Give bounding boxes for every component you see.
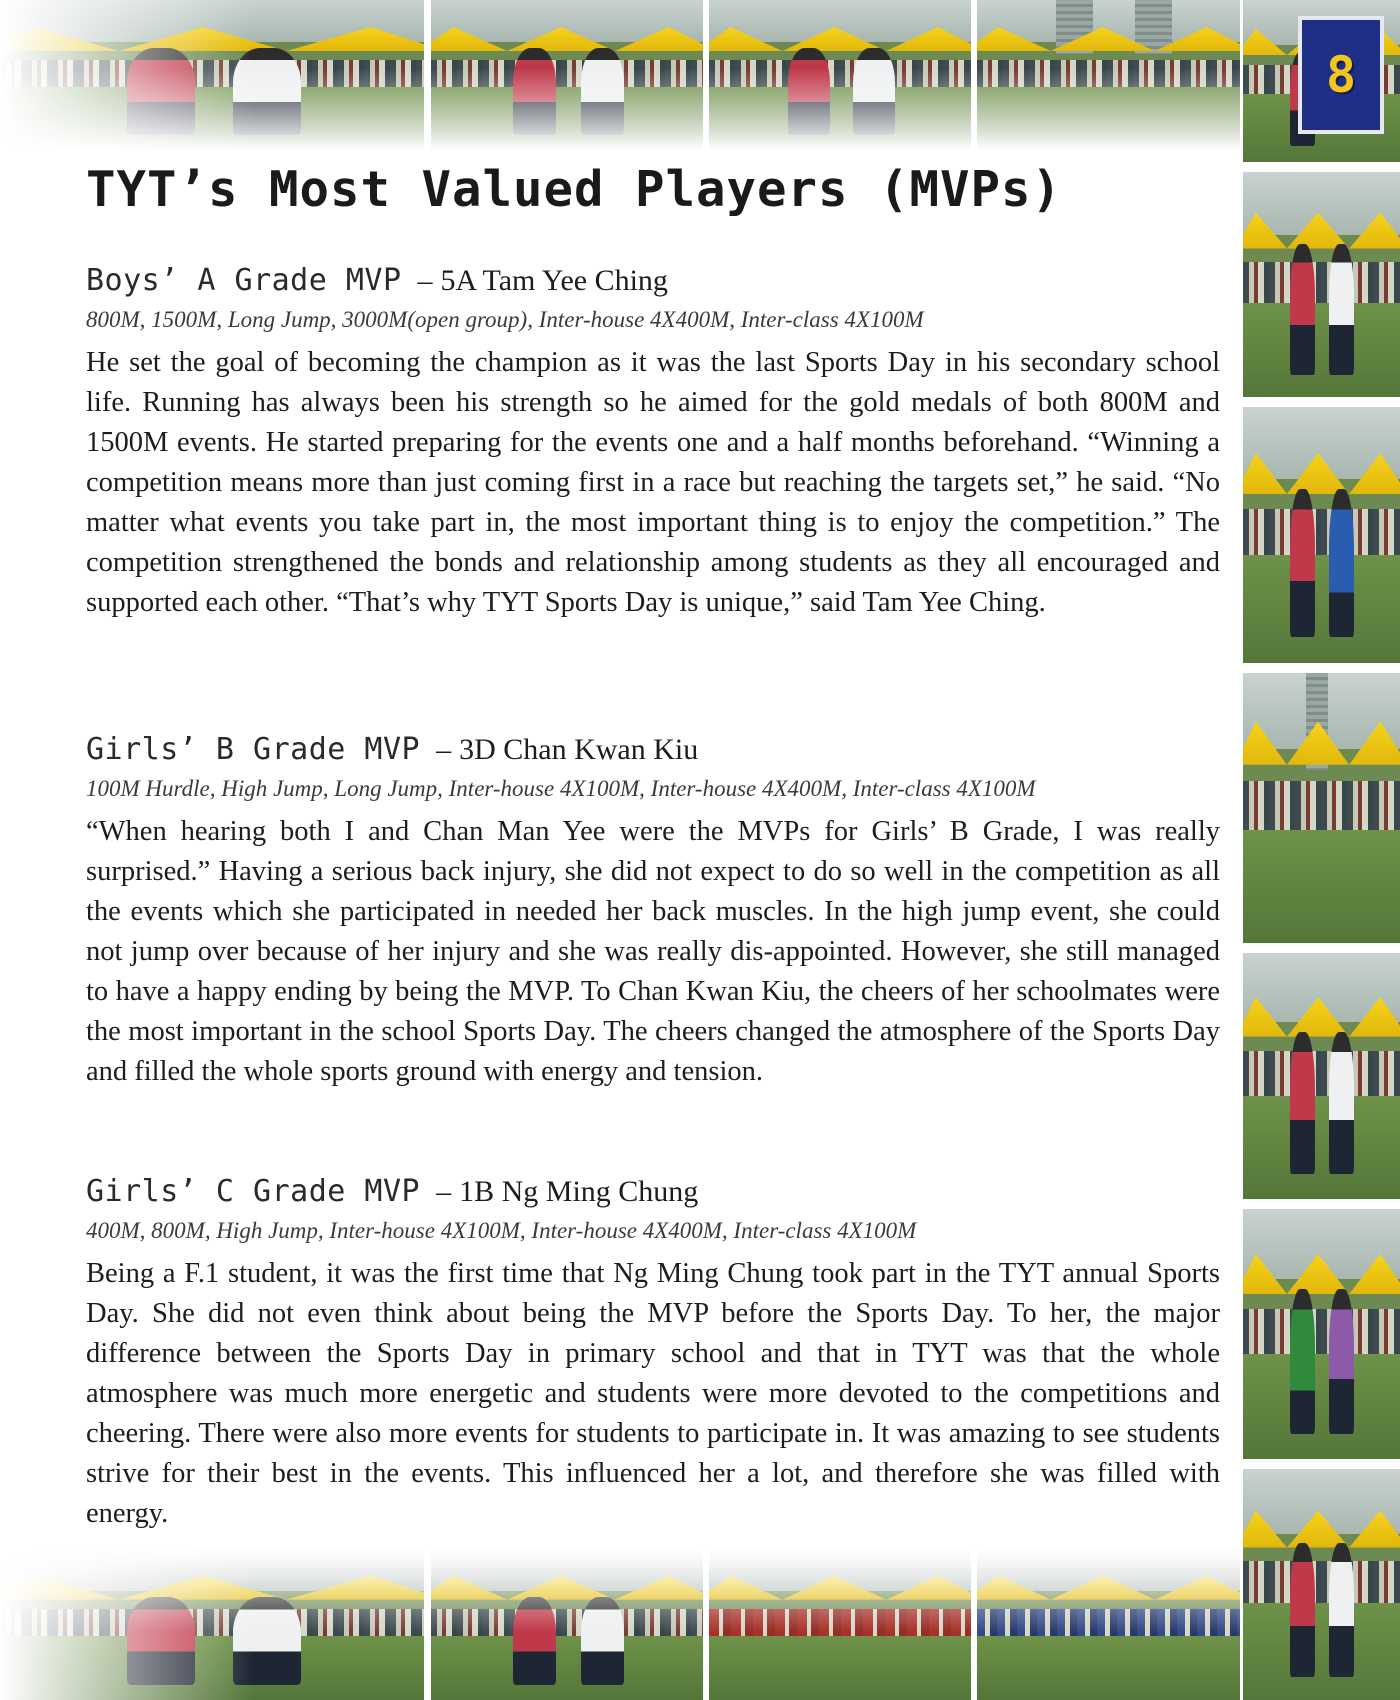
photo-side-7 xyxy=(1243,1469,1400,1700)
mvp-student-name: 1B Ng Ming Chung xyxy=(459,1175,699,1208)
mvp-grade-label: Boys’ A Grade MVP xyxy=(86,263,402,298)
dash-separator: – xyxy=(436,733,452,766)
page-number-badge xyxy=(1298,16,1384,134)
mvp-heading xyxy=(86,261,1220,301)
mvp-grade-label: Girls’ B Grade MVP xyxy=(86,732,421,767)
mvp-body-text: Being a F.1 student, it was the first time that Ng Ming Chung took part in the TYT annual Sports Day. She did not even think about being the MVP before the Sports Day. To her, the major difference between the Sports Day in primary school and that in TYT was that the whole atmosphere was much more energetic and students were more devoted to the competitions and cheering. There were also more events for students to participate in. It was amazing to see students strive for their best in the events. This influenced her a lot, and therefore she was filled with energy. xyxy=(86,1258,1220,1529)
mvp-section-boys-a xyxy=(86,261,1220,623)
photo-side-3 xyxy=(1243,407,1400,663)
photo-top-2 xyxy=(431,0,703,150)
photo-side-2 xyxy=(1243,172,1400,397)
mvp-student-name: 3D Chan Kwan Kiu xyxy=(459,733,699,766)
photo-bottom-2 xyxy=(431,1548,703,1700)
page-number: 8 xyxy=(1325,46,1357,104)
dash-separator: – xyxy=(417,264,433,297)
photo-top-4 xyxy=(977,0,1240,150)
mvp-student-name: 5A Tam Yee Ching xyxy=(440,264,668,297)
mvp-events: 800M, 1500M, Long Jump, 3000M(open group), Inter-house 4X400M, Inter-class 4X100M xyxy=(86,307,924,332)
page-title: TYT’s Most Valued Players (MVPs) xyxy=(86,161,1063,218)
mvp-grade-label: Girls’ C Grade MVP xyxy=(86,1174,421,1209)
mvp-body-text: “When hearing both I and Chan Man Yee were the MVPs for Girls’ B Grade, I was really surprised.” Having a serious back injury, she did not expect to do so well in the competition as all the events which she participated in needed her back muscles. In the high jump event, she could not jump over because of her injury and she was really dis-appointed. However, she still managed to have a happy ending by being the MVP. To Chan Kwan Kiu, the cheers of her schoolmates were the most important in the school Sports Day. The cheers changed the atmosphere of the Sports Day and filled the whole sports ground with energy and tension. xyxy=(86,816,1220,1087)
article xyxy=(86,161,1220,1529)
photo-bottom-1 xyxy=(0,1548,424,1700)
mvp-heading xyxy=(86,1172,1220,1212)
photo-bottom-4 xyxy=(977,1548,1240,1700)
mvp-events: 100M Hurdle, High Jump, Long Jump, Inter-house 4X100M, Inter-house 4X400M, Inter-class 4X100M xyxy=(86,776,1036,801)
photo-side-4 xyxy=(1243,673,1400,943)
photo-side-5 xyxy=(1243,953,1400,1199)
mvp-section-girls-b xyxy=(86,730,1220,1092)
photo-side-6 xyxy=(1243,1209,1400,1459)
photo-top-3 xyxy=(709,0,971,150)
mvp-events: 400M, 800M, High Jump, Inter-house 4X100M, Inter-house 4X400M, Inter-class 4X100M xyxy=(86,1218,917,1243)
photo-bottom-3 xyxy=(709,1548,971,1700)
photo-top-1 xyxy=(0,0,424,150)
dash-separator: – xyxy=(436,1175,452,1208)
mvp-heading xyxy=(86,730,1220,770)
mvp-body-text: He set the goal of becoming the champion as it was the last Sports Day in his secondary school life. Running has always been his strength so he aimed for the gold medals of both 800M and 1500M events. He started preparing for the events one and a half months beforehand. “Winning a competition means more than just coming first in a race but reaching the targets set,” he said. “No matter what events you take part in, the most important thing is to enjoy the competition.” The competition strengthened the bonds and relationship among students as they all encouraged and supported each other. “That’s why TYT Sports Day is unique,” said Tam Yee Ching. xyxy=(86,347,1220,618)
mvp-section-girls-c xyxy=(86,1172,1220,1534)
